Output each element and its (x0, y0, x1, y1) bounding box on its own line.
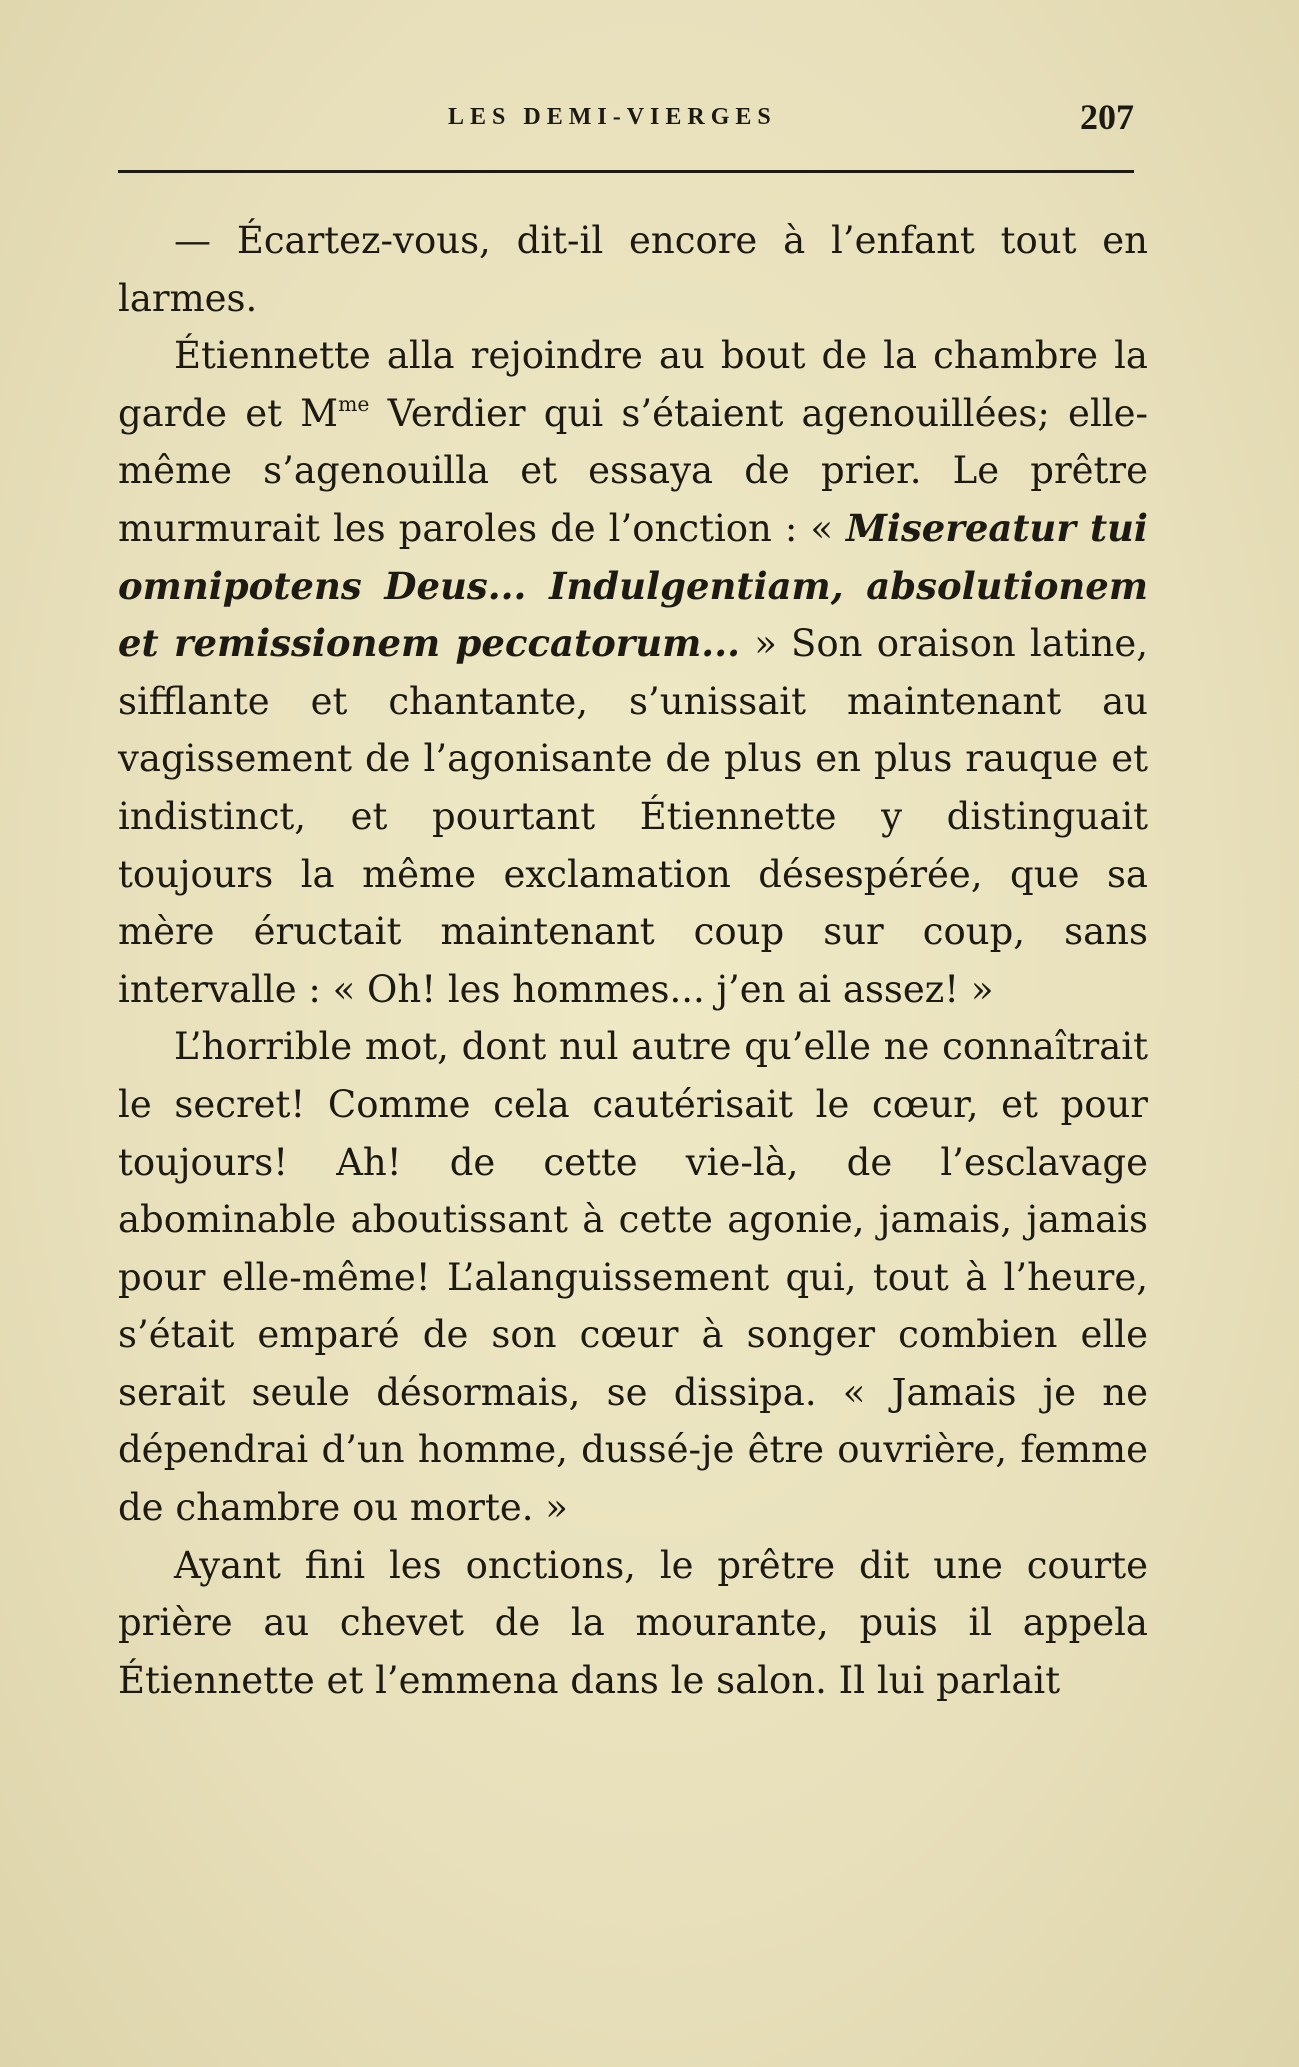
paragraph-2-part-c: » Son oraison latine, sifflante et chantante, s’unissait maintenant au vagissement de l’agonisante de plus en plus rauque et indistinct, et pourtant Étiennette y distinguait toujours la même exclamation désespérée, que sa mère éructait maintenant coup sur coup, sans intervalle : « Oh! les hommes... j’en ai assez! » (118, 622, 1148, 1011)
page-number: 207 (1080, 97, 1134, 137)
paragraph-4: Ayant fini les onctions, le prêtre dit une courte prière au chevet de la mourante, puis il appela Étiennette et l’emmena dans le salon. Il lui parlait (118, 1543, 1148, 1702)
paragraph-1: — Écartez-vous, dit-il encore à l’enfant tout en larmes. (118, 219, 1148, 320)
header-rule (118, 170, 1134, 173)
paragraph-2-part-b: Verdier qui s’étaient agenouillées; elle-même s’agenouilla et essaya de prier. Le prêtre murmurait les paroles de l’onction : « (118, 391, 1149, 550)
paragraph-2 (118, 327, 1148, 1018)
page-header (118, 96, 1134, 146)
paragraph-3: L’horrible mot, dont nul autre qu’elle ne connaîtrait le secret! Comme cela cautérisait le cœur, et pour toujours! Ah! de cette vie-là, de l’esclavage abominable aboutissant à cette agonie, jamais, jamais pour elle-même! L’alanguissement qui, tout à l’heure, s’était emparé de son cœur à songer combien elle serait seule désormais, se dissipa. « Jamais je ne dépendrai d’un homme, dussé-je être ouvrière, femme de chambre ou morte. » (118, 1025, 1148, 1530)
body-text (118, 212, 1148, 1709)
latin-quote: Misereatur tui omnipotens Deus... Indulgentiam, absolutionem et remissionem peccatorum... (118, 505, 1148, 666)
running-head: LES DEMI-VIERGES (448, 104, 777, 130)
superscript-me: me (338, 391, 370, 416)
paragraph-2-part-a: Étiennette alla rejoindre au bout de la chambre la garde et M (118, 334, 1148, 435)
